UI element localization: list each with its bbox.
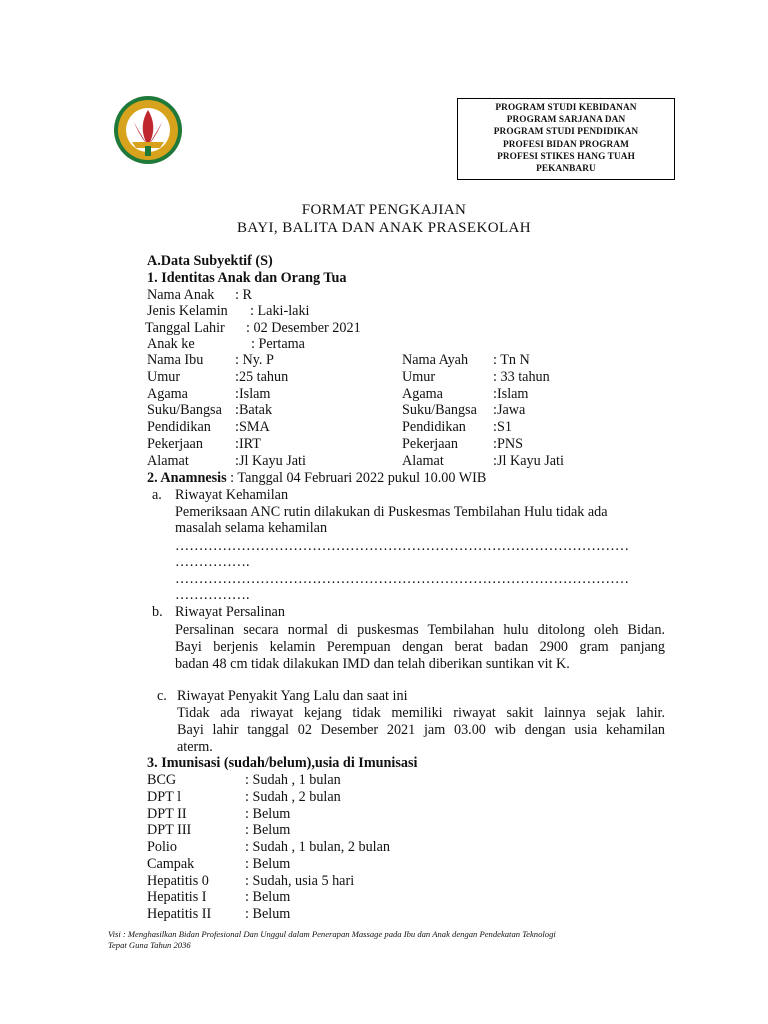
immunization-name: DPT l [147, 789, 182, 805]
mother-age-value: :25 tahun [235, 369, 289, 385]
immunization-name: DPT II [147, 806, 187, 822]
mother-address-label: Alamat [147, 453, 189, 469]
footer-vision-line: Visi : Menghasilkan Bidan Profesional Dan Unggul dalam Penerapan Massage pada Ibu dan Anak dengan Pendekatan Teknologi [108, 929, 556, 939]
father-religion-label: Agama [402, 386, 443, 402]
item-b-text-line: Persalinan secara normal di puskesmas Tembilahan hulu ditolong oleh Bidan. [175, 622, 665, 638]
mother-education-label: Pendidikan [147, 419, 211, 435]
father-name-label: Nama Ayah [402, 352, 469, 368]
immunization-name: Campak [147, 856, 195, 872]
mother-job-value: :IRT [235, 436, 261, 452]
item-a-text-line: Pemeriksaan ANC rutin dilakukan di Puskesmas Tembilahan Hulu tidak ada [175, 504, 608, 520]
institution-line: PROGRAM STUDI KEBIDANAN [495, 103, 637, 113]
child-gender-label: Jenis Kelamin [147, 303, 228, 319]
immunization-name: Hepatitis I [147, 889, 207, 905]
father-name-value: : Tn N [493, 352, 530, 368]
item-c-marker: c. [157, 688, 167, 704]
institution-line: PEKANBARU [536, 164, 596, 175]
mother-ethnicity-label: Suku/Bangsa [147, 402, 222, 418]
father-education-value: :S1 [493, 419, 512, 435]
mother-ethnicity-value: :Batak [235, 402, 273, 418]
institution-logo [112, 92, 184, 168]
section-3-heading: 3. Imunisasi (sudah/belum),usia di Imunisasi [147, 755, 418, 771]
anamnesis-line [147, 470, 486, 487]
father-ethnicity-label: Suku/Bangsa [402, 402, 477, 418]
immunization-status: : Belum [245, 906, 291, 922]
child-name-label: Nama Anak [147, 287, 215, 303]
item-a-title: Riwayat Kehamilan [175, 487, 289, 503]
page-title: FORMAT PENGKAJIAN [301, 202, 467, 218]
immunization-status: : Sudah , 1 bulan, 2 bulan [245, 839, 391, 855]
immunization-status: : Belum [245, 822, 291, 838]
section-a-heading: A.Data Subyektif (S) [147, 253, 273, 269]
institution-line: PROFESI BIDAN PROGRAM [502, 139, 630, 150]
institution-line: PROGRAM SARJANA DAN [506, 115, 626, 126]
child-dob-value: : 02 Desember 2021 [246, 320, 361, 336]
father-age-label: Umur [402, 369, 436, 385]
institution-line: PROGRAM STUDI PENDIDIKAN [493, 127, 639, 138]
child-dob-label: Tanggal Lahir [145, 320, 225, 336]
page-subtitle: BAYI, BALITA DAN ANAK PRASEKOLAH [237, 220, 531, 236]
father-age-value: : 33 tahun [493, 369, 550, 385]
mother-religion-label: Agama [147, 386, 188, 402]
father-ethnicity-value: :Jawa [493, 402, 526, 418]
child-order-value: : Pertama [251, 336, 305, 352]
immunization-name: DPT III [147, 822, 192, 838]
footer-vision-line: Tepat Guna Tahun 2036 [108, 940, 191, 950]
section-1-heading: 1. Identitas Anak dan Orang Tua [147, 270, 347, 286]
father-address-value: :Jl Kayu Jati [493, 453, 564, 469]
institution-line: PROFESI STIKES HANG TUAH [497, 151, 635, 162]
mother-education-value: :SMA [235, 419, 270, 435]
mother-age-label: Umur [147, 369, 181, 385]
item-c-text-line: Bayi lahir tanggal 02 Desember 2021 jam 03.00 wib dengan usia kehamilan [177, 722, 665, 738]
father-job-value: :PNS [493, 436, 523, 452]
item-b-marker: b. [152, 604, 163, 620]
immunization-name: BCG [147, 772, 177, 788]
item-a-dots: …………………………………………………………………………………… [175, 538, 629, 554]
anamnesis-heading: 2. Anamnesis [147, 470, 227, 486]
father-address-label: Alamat [402, 453, 444, 469]
immunization-status: : Sudah, usia 5 hari [245, 873, 355, 889]
item-c-text-line: Tidak ada riwayat kejang tidak memiliki riwayat sakit lainnya sejak lahir. [177, 705, 665, 721]
father-job-label: Pekerjaan [402, 436, 458, 452]
item-c-text-line: aterm. [177, 739, 213, 755]
mother-address-value: :Jl Kayu Jati [235, 453, 306, 469]
father-education-label: Pendidikan [402, 419, 466, 435]
mother-religion-value: :Islam [235, 386, 271, 402]
child-order-label: Anak ke [147, 336, 195, 352]
immunization-status: : Belum [245, 889, 291, 905]
item-c-title: Riwayat Penyakit Yang Lalu dan saat ini [177, 688, 408, 704]
item-a-dots: ……………. [175, 587, 250, 603]
mother-name-value: : Ny. P [235, 352, 274, 368]
father-religion-value: :Islam [493, 386, 529, 402]
immunization-status: : Sudah , 2 bulan [245, 789, 341, 805]
institution-header-box [457, 98, 675, 180]
mother-name-label: Nama Ibu [147, 352, 204, 368]
immunization-name: Polio [147, 839, 177, 855]
immunization-status: : Belum [245, 856, 291, 872]
immunization-name: Hepatitis II [147, 906, 212, 922]
item-b-text-line: Bayi berjenis kelamin Perempuan dengan berat badan 2900 gram panjang [175, 639, 665, 655]
item-b-text-line: badan 48 cm tidak dilakukan IMD dan telah diberikan suntikan vit K. [175, 656, 570, 672]
mother-job-label: Pekerjaan [147, 436, 203, 452]
child-gender-value: : Laki-laki [250, 303, 310, 319]
anamnesis-date: : Tanggal 04 Februari 2022 pukul 10.00 WIB [230, 470, 487, 486]
child-name-value: : R [235, 287, 252, 303]
item-a-dots: …………………………………………………………………………………… [175, 571, 629, 587]
item-a-dots: ……………. [175, 554, 250, 570]
item-a-text-line: masalah selama kehamilan [175, 520, 328, 536]
immunization-name: Hepatitis 0 [147, 873, 209, 889]
immunization-status: : Sudah , 1 bulan [245, 772, 341, 788]
item-b-title: Riwayat Persalinan [175, 604, 285, 620]
immunization-status: : Belum [245, 806, 291, 822]
item-a-marker: a. [152, 487, 162, 503]
